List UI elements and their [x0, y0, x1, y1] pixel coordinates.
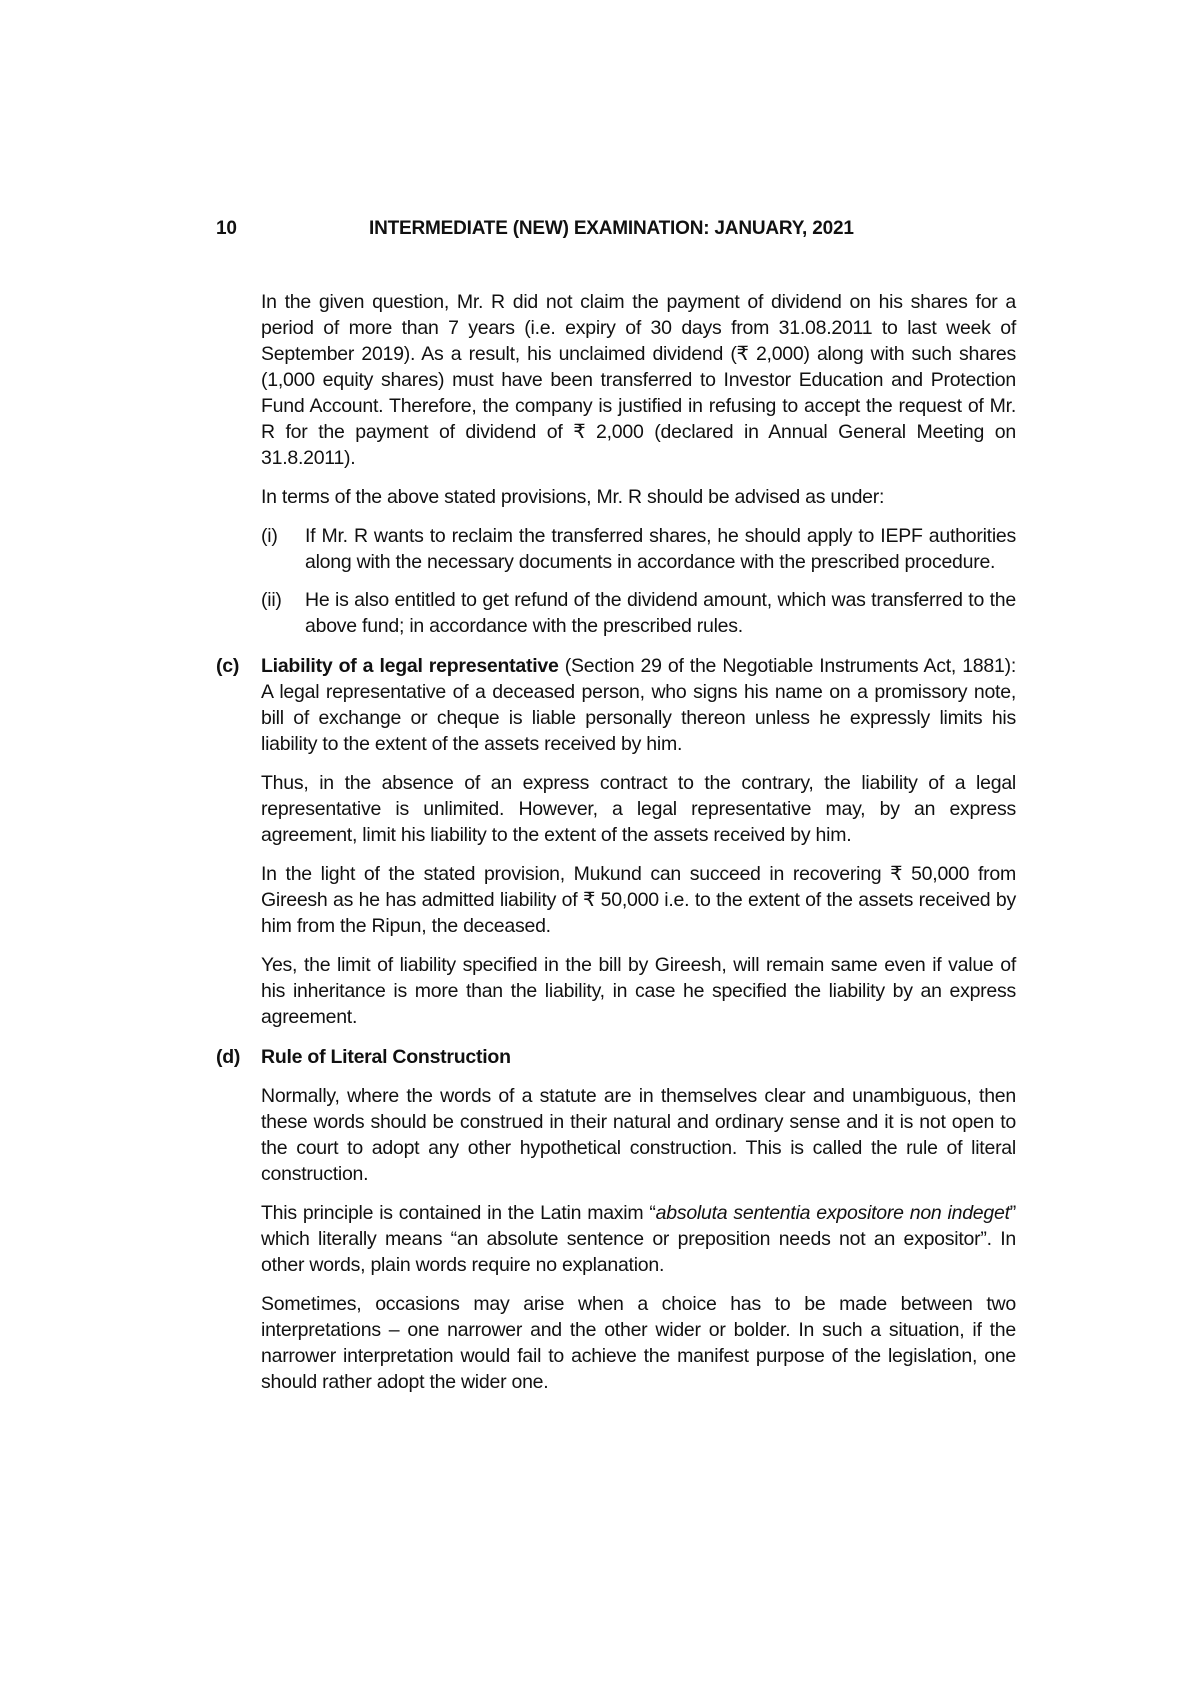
section-c-label: (c)	[216, 655, 240, 677]
list-item-number: (i)	[261, 525, 278, 547]
intro-paragraph-1: In the given question, Mr. R did not claim the payment of dividend on his shares for a period of more than 7 years (i.e. expiry of 30 days from 31.08.2011 to last week of September 2019). As a result, his unclaimed dividend (₹ 2,000) along with such shares (1,000 equity shares) must have been transferred to Investor Education and Protection Fund Account. Therefore, the company is justified in refusing to accept the request of Mr. R for the payment of dividend of ₹ 2,000 (declared in Annual General Meeting on 31.8.2011).	[261, 291, 1016, 469]
section-d-paragraph-2-before: This principle is contained in the Latin maxim “	[261, 1202, 656, 1224]
section-c-heading: Liability of a legal representative	[261, 655, 559, 677]
intro-paragraph-2: In terms of the above stated provisions, Mr. R should be advised as under:	[261, 486, 885, 508]
section-c-paragraph-3: Yes, the limit of liability specified in the bill by Gireesh, will remain same even if value of his inheritance is more than the liability, in case he specified the liability by an express agreement.	[261, 954, 1016, 1028]
section-d-paragraph-2-after: ” which literally means “an absolute sentence or preposition needs not an expositor”. In other words, plain words require no explanation.	[261, 1202, 1016, 1276]
section-d-label: (d)	[216, 1046, 241, 1068]
page-header	[0, 218, 1191, 244]
section-d-paragraph-1: Normally, where the words of a statute are in themselves clear and unambiguous, then these words should be construed in their natural and ordinary sense and it is not open to the court to adopt any other hypothetical construction. This is called the rule of literal construction.	[261, 1085, 1016, 1185]
list-item	[261, 523, 1016, 575]
section-c-heading-rest: (Section 29 of the Negotiable Instruments Act, 1881): A legal representative of a deceased person, who signs his name on a promissory note, bill of exchange or cheque is liable personally thereon unless he expressly limits his liability to the extent of the assets received by him.	[261, 655, 1016, 755]
section-c-paragraph-1: Thus, in the absence of an express contract to the contrary, the liability of a legal representative is unlimited. However, a legal representative may, by an express agreement, limit his liability to the extent of the assets received by him.	[261, 772, 1016, 846]
list-item-number: (ii)	[261, 589, 282, 611]
list-item-text: He is also entitled to get refund of the dividend amount, which was transferred to the above fund; in accordance with the prescribed rules.	[305, 589, 1016, 637]
list-item-text: If Mr. R wants to reclaim the transferred shares, he should apply to IEPF authorities along with the necessary documents in accordance with the prescribed procedure.	[305, 525, 1016, 573]
section-d	[216, 1044, 1016, 1395]
running-title: INTERMEDIATE (NEW) EXAMINATION: JANUARY, 2021	[369, 218, 854, 239]
list-item	[261, 587, 1016, 639]
section-c-paragraph-2: In the light of the stated provision, Mukund can succeed in recovering ₹ 50,000 from Gireesh as he has admitted liability of ₹ 50,000 i.e. to the extent of the assets received by him from the Ripun, the deceased.	[261, 863, 1016, 937]
advice-list	[261, 523, 1016, 639]
section-d-paragraph-2	[261, 1200, 1016, 1278]
section-c	[216, 653, 1016, 1030]
latin-maxim: absoluta sententia expositore non indeget	[655, 1202, 1010, 1224]
page-number: 10	[216, 218, 237, 239]
page-content	[216, 289, 1016, 1408]
section-c-opening	[261, 653, 1016, 757]
section-d-heading: Rule of Literal Construction	[261, 1046, 511, 1068]
section-d-paragraph-3: Sometimes, occasions may arise when a choice has to be made between two interpretations – one narrower and the other wider or bolder. In such a situation, if the narrower interpretation would fail to achieve the manifest purpose of the legislation, one should rather adopt the wider one.	[261, 1293, 1016, 1393]
